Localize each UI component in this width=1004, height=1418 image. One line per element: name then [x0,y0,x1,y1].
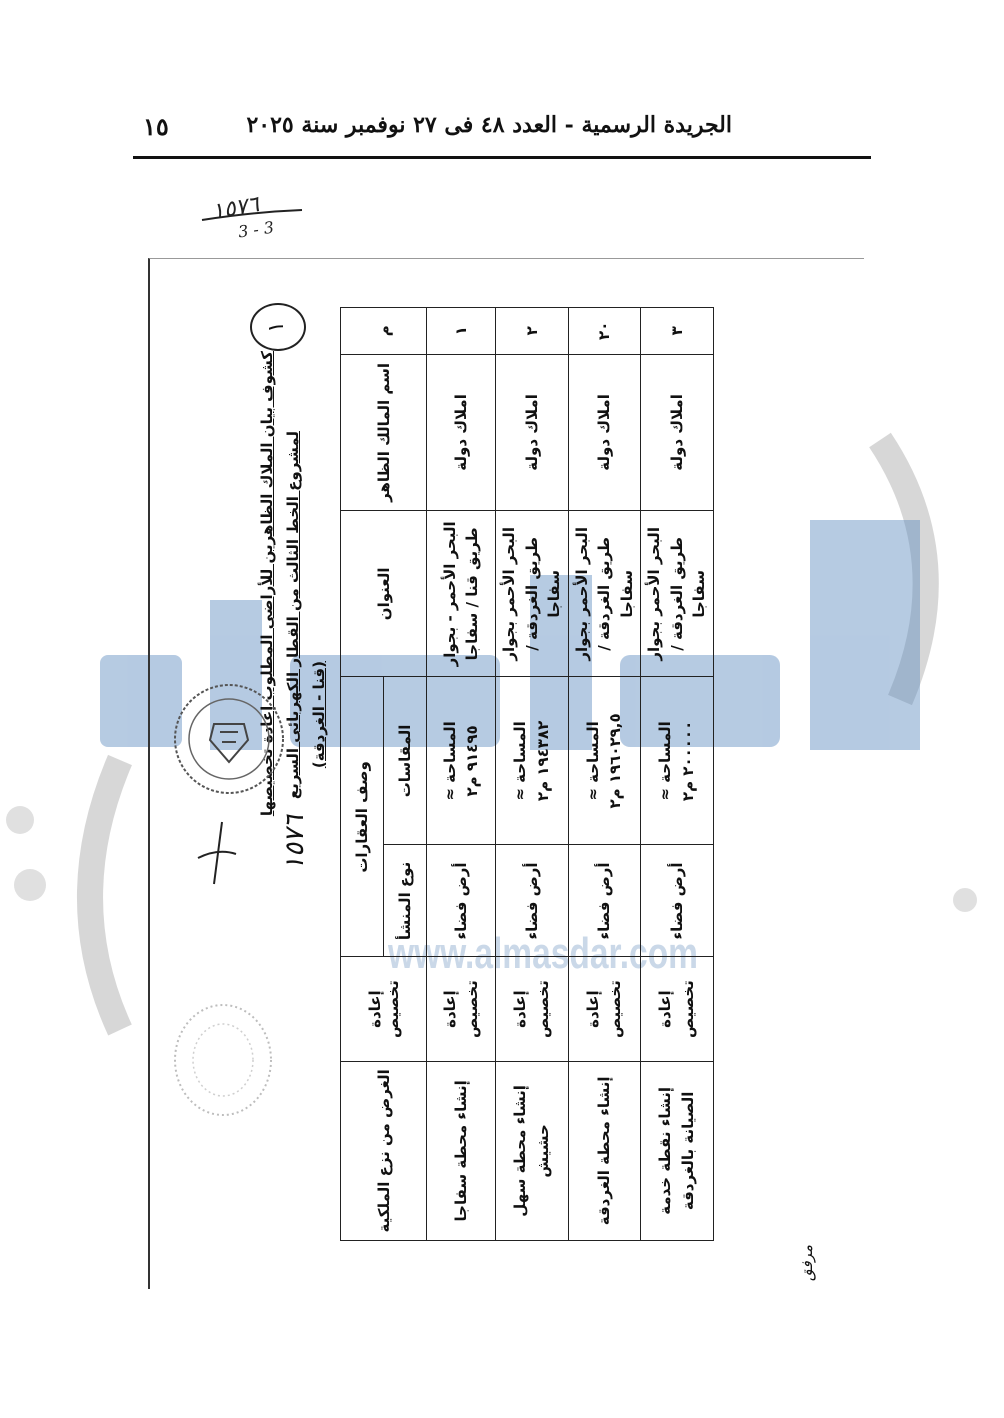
handwritten-sheet-number [250,303,306,351]
cell-area [641,677,714,845]
land-owners-table [340,307,714,1241]
table-row [568,308,641,1241]
document-subtitle: لمشروع الخط الثالث من القطار الكهربائى السريع [284,431,302,800]
header-serial: م [341,308,427,355]
table-header-row [341,308,384,1241]
cell-serial: ٣ [641,308,714,355]
handwritten-note-line1: ١٥٧٦ [210,192,262,225]
area-label: المساحة ≈ [511,721,530,801]
cell-owner: املاك دولة [568,354,641,511]
handwritten-sheet-code: ١٥٧٦ [280,815,310,871]
cell-address: البحر الأحمر بجوار طريق الغردقة / سفاجا [568,511,641,677]
document-location: (قنا - الغردقة) [310,661,328,769]
cell-area [496,677,569,845]
cell-address: البحر الأحمر بجوار طريق الغردقة / سفاجا [496,511,569,677]
area-label: المساحة ≈ [583,721,602,801]
header-ownership-type: إعادة تخصيص [341,957,427,1061]
cell-area [427,677,496,845]
cell-address: البحر الأحمر - بجوار طريق قنا / سفاجا [427,511,496,677]
cell-building-type: أرض فضاء [496,845,569,957]
area-value: ١٩٤٣٨٢ م٢ [533,720,552,802]
header-owner: اسم المالك الظاهر [341,354,427,511]
area-value: ٩١٤٩٥ م٢ [463,725,481,797]
cell-owner: املاك دولة [496,354,569,511]
header-description-group: وصف العقارات [341,677,384,957]
cell-area [568,677,641,845]
header-building-type: نوع المنشأ [384,845,427,957]
cell-address: البحر الأحمر بجوار طريق الغردقة / سفاجا [641,511,714,677]
handwritten-reference-note [198,192,308,244]
sheet-number-text: ١ [264,321,289,333]
cell-purpose: إنشاء محطة الغردقة [568,1061,641,1240]
cell-building-type: أرض فضاء [427,845,496,957]
handwritten-note-line2: 3 - 3 [236,217,276,242]
cell-purpose: إنشاء محطة سهل حشيش [496,1061,569,1240]
header-address: العنوان [341,511,427,677]
cell-usage: إعادة تخصيص [427,957,496,1061]
cell-serial: ٢٠ [568,308,641,355]
cell-owner: املاك دولة [427,354,496,511]
table-row [427,308,496,1241]
cell-building-type: أرض فضاء [568,845,641,957]
rotated-document-sheet [250,281,850,1291]
document-title: كشوف بيان الملاك الظاهرين للأراضى المطلوب إعادة تخصيصها [258,351,276,817]
handwritten-corner-mark: مرفق [798,1245,816,1281]
area-label: المساحة ≈ [440,721,459,801]
cell-serial: ١ [427,308,496,355]
watermark-url: www.almasdar.com [387,929,698,978]
cell-purpose: إنشاء نقطة خدمة الصيانة بالغردقة [641,1061,714,1240]
cell-building-type: أرض فضاء [641,845,714,957]
cell-usage: إعادة تخصيص [641,957,714,1061]
header-divider [133,156,871,159]
cell-usage: إعادة تخصيص [568,957,641,1061]
area-value: ١٩٦٠٢٩,٥ م٢ [606,713,625,809]
page-header [0,0,1004,170]
signature-mark-icon [192,818,242,888]
area-value: ٢٠٠٠٠٠ م٢ [678,720,697,802]
table-row [496,308,569,1241]
cell-usage: إعادة تخصيص [496,957,569,1061]
page-number: ١٥ [143,112,169,141]
cell-owner: املاك دولة [641,354,714,511]
header-area: المقاسات [384,677,427,845]
header-purpose: الغرض من نزع الملكية [341,1061,427,1240]
gazette-header-title: الجريدة الرسمية - العدد ٤٨ فى ٢٧ نوفمبر سنة ٢٠٢٥ [246,112,732,138]
table-row [641,308,714,1241]
area-label: المساحة ≈ [656,721,675,801]
cell-purpose: إنشاء محطة سفاجا [427,1061,496,1240]
cell-serial: ٢ [496,308,569,355]
